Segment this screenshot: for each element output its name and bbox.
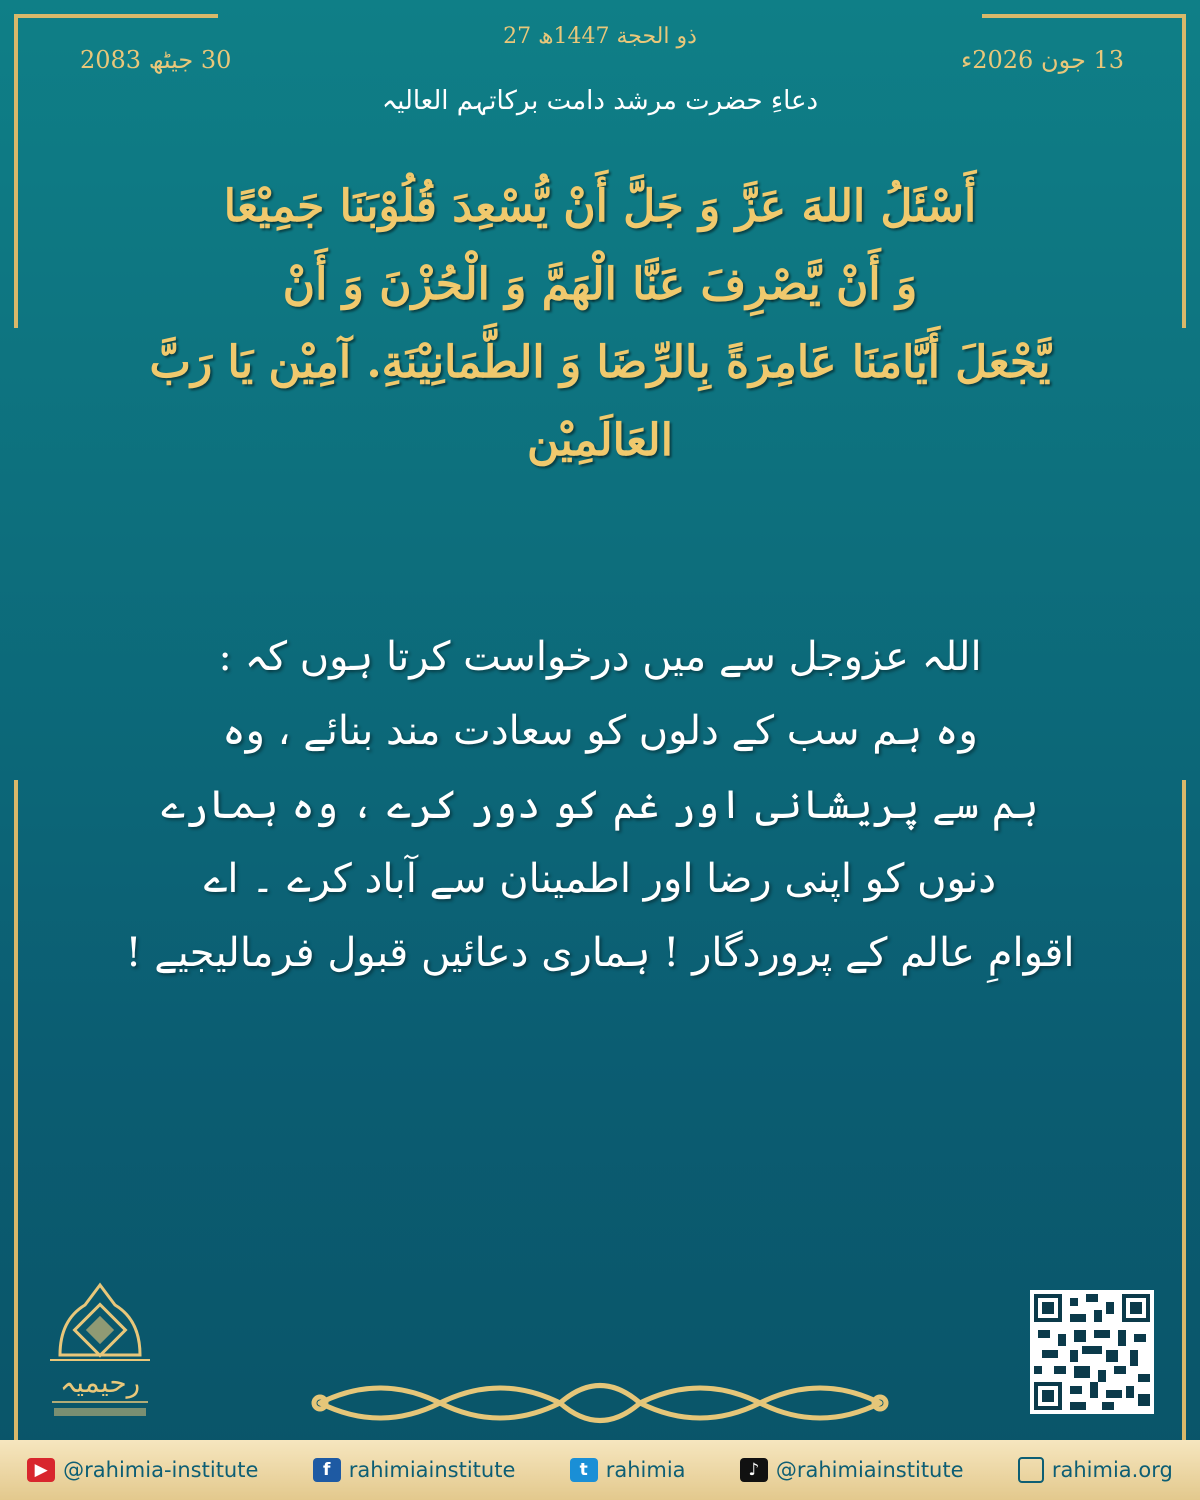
urdu-line: وہ ہم سب کے دلوں کو سعادت مند بنائے ، وہ bbox=[222, 708, 978, 754]
hijri-date: 27 ذو الحجة 1447ھ bbox=[503, 24, 697, 49]
urdu-line: ہم سے پریشانی اور غم کو دور کرے ، وہ ہمارے bbox=[161, 782, 1039, 828]
rahimia-logo bbox=[40, 1280, 160, 1440]
gregorian-date: 13 جون 2026ء bbox=[960, 46, 1124, 74]
arabic-line: أَسْئَلُ اللهَ عَزَّ وَ جَلَّ أَنْ يُّسْعِدَ قُلُوْبَنَا جَمِيْعًا bbox=[223, 181, 977, 232]
facebook-link[interactable] bbox=[313, 1458, 516, 1482]
facebook-icon: f bbox=[313, 1458, 341, 1482]
frame-line-bottom-right bbox=[1182, 780, 1186, 1440]
arabic-line: العَالَمِيْن bbox=[527, 415, 673, 466]
twitter-icon: t bbox=[570, 1458, 598, 1482]
arabic-dua bbox=[80, 168, 1120, 480]
website-icon bbox=[1018, 1457, 1044, 1483]
tiktok-handle: @rahimiainstitute bbox=[775, 1458, 964, 1482]
youtube-handle: @rahimia-institute bbox=[63, 1458, 259, 1482]
logo-wordmark: رحیمیہ bbox=[59, 1366, 141, 1399]
social-footer bbox=[0, 1440, 1200, 1500]
frame-line-bottom-left bbox=[14, 780, 18, 1440]
urdu-line: اقوامِ عالم کے پروردگار ! ہماری دعائیں قبول فرمالیجیے ! bbox=[125, 930, 1075, 976]
gold-ornament bbox=[300, 1368, 900, 1438]
youtube-icon: ▶ bbox=[27, 1458, 55, 1482]
urdu-translation bbox=[120, 620, 1080, 990]
twitter-link[interactable] bbox=[570, 1458, 686, 1482]
arabic-line: يَّجْعَلَ أَيَّامَنَا عَامِرَةً بِالرِّضَا وَ الطَّمَانِيْنَةِ. آمِيْن يَا رَبَّ bbox=[149, 337, 1051, 388]
tiktok-link[interactable] bbox=[740, 1458, 964, 1482]
arabic-line: وَ أَنْ يَّصْرِفَ عَنَّا الْهَمَّ وَ الْحُزْنَ وَ أَنْ bbox=[282, 259, 918, 310]
urdu-line: دنوں کو اپنی رضا اور اطمینان سے آباد کرے ۔ اے bbox=[203, 856, 997, 902]
website-url: rahimia.org bbox=[1051, 1458, 1173, 1482]
page-heading: دعاءِ حضرت مرشد دامت برکاتہم العالیہ bbox=[381, 86, 819, 116]
tiktok-icon: ♪ bbox=[740, 1458, 768, 1482]
youtube-link[interactable] bbox=[27, 1458, 258, 1482]
facebook-handle: rahimiainstitute bbox=[348, 1458, 516, 1482]
qr-code[interactable] bbox=[1030, 1290, 1154, 1414]
website-link[interactable] bbox=[1018, 1457, 1173, 1483]
bikram-date: 30 جیٹھ 2083 bbox=[80, 46, 232, 74]
urdu-line: اللہ عزوجل سے میں درخواست کرتا ہوں کہ : bbox=[218, 634, 982, 680]
twitter-handle: rahimia bbox=[605, 1458, 686, 1482]
